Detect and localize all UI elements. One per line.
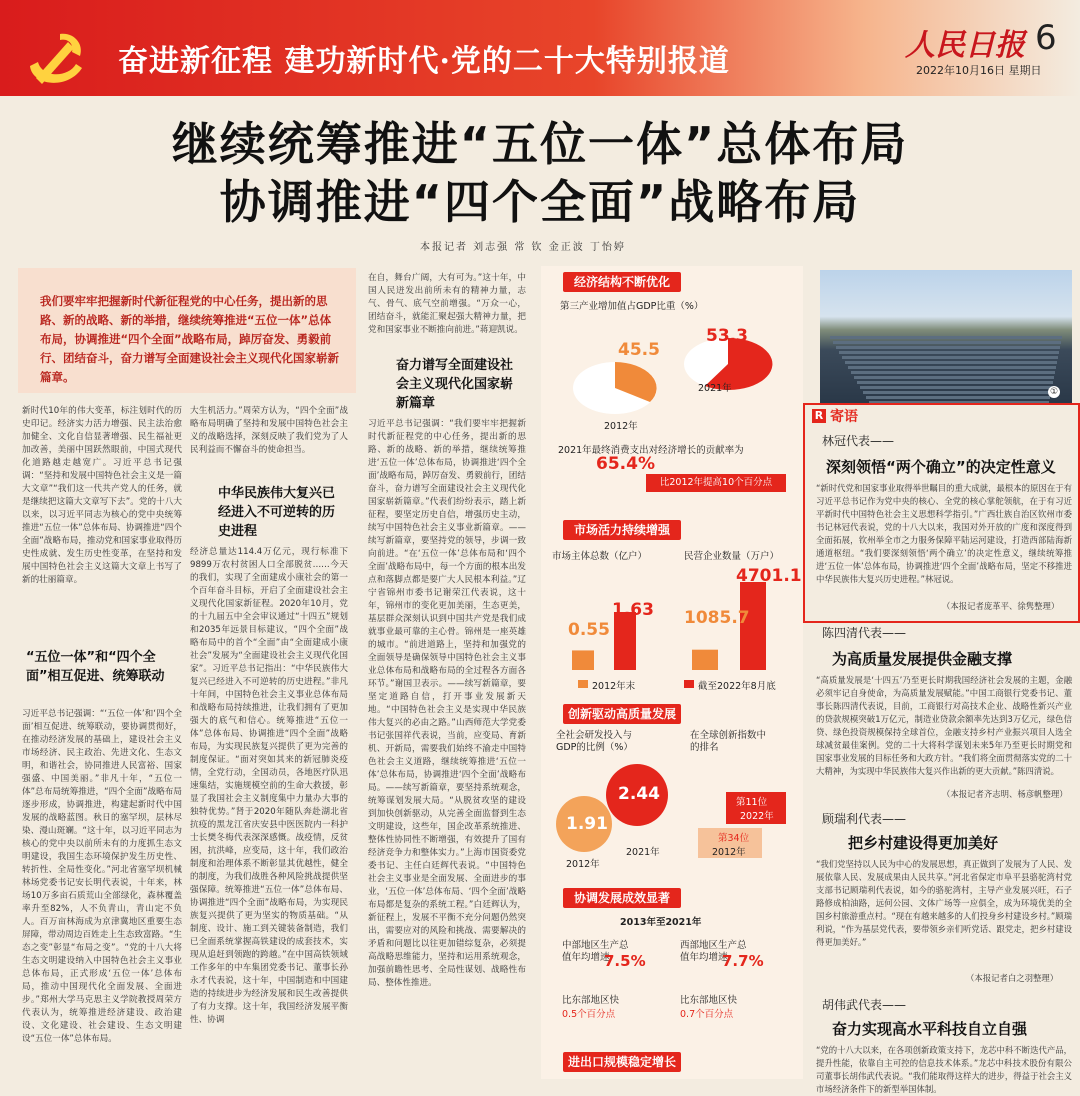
- solar-panel-row: [839, 351, 1059, 354]
- market-right-title: 民营企业数量（万户）: [684, 551, 780, 562]
- section-header-coordination: 协调发展成效显著: [563, 888, 681, 908]
- rep-2-title: 为高质量发展提供金融支撑: [832, 650, 1013, 668]
- solar-panel-row: [857, 381, 1053, 384]
- market-left-now: 1.63: [612, 600, 654, 620]
- legend-2012: 2012年末: [592, 681, 636, 692]
- section-header-economy: 经济结构不断优化: [563, 272, 681, 292]
- legend-now-swatch: [684, 680, 694, 688]
- article-col2-part1: 大生机活力。”周荣方认为，“四个全面”战略布局明确了坚持和发展中国特色社会主义的战略选择，深刻反映了我们党为了人民利益而不懈奋斗的使命担当。: [190, 406, 348, 455]
- market-right-now: 4701.1: [736, 566, 802, 586]
- western-compare-value: 0.7个百分点: [680, 1009, 734, 1020]
- solar-panel-row: [860, 386, 1052, 389]
- photo-index-badge: ①: [1049, 387, 1059, 397]
- consumption-text: 2021年最终消费支出对经济增长的贡献率为: [558, 445, 744, 456]
- central-value: 7.5%: [604, 952, 646, 970]
- section-header-market: 市场活力持续增强: [563, 520, 681, 540]
- rd-2012-year: 2012年: [566, 859, 600, 870]
- central-compare-value: 0.5个百分点: [562, 1009, 616, 1020]
- gdp-chart-title: 第三产业增加值占GDP比重（%）: [560, 301, 704, 312]
- consumption-badge: 比2012年提高10个百分点: [646, 474, 786, 492]
- rep-3-body: “我们党坚持以人民为中心的发展思想，真正做到了发展为了人民、发展依靠人民、发展成果由人民共享。”河北省保定市阜平县骆驼湾村党支部书记顾瑞利代表说，如今的骆驼湾村，主导产业发展兴旺，石子路修成柏油路，远何公园、文体广场等一应俱全，成为环境优美的全国乡村旅游重点村。“现在有越来越多的人们投身乡村建设乡村。”顾瑞利说，“作为基层党代表，要带领乡亲们听党话、跟党走，把乡村建设得更加美好。”: [816, 859, 1072, 947]
- gdp-2012-label: 2012年: [604, 421, 638, 432]
- article-col1-part2: 习近平总书记强调：“‘五位一体’和‘四个全面’相互促进、统筹联动，要协调贯彻好，在推动经济发展的基础上，建设社会主义市场经济、民主政治、先进文化、生态文明，和谐社会，协同推进人民富裕、国家强盛、中国美丽。”非凡十年，“五位一体”总布局统筹推进，“四个全面”战略布局逐步形成，协调推进，构建起新时代中国发展的战略蓝图。秋日的塞罕坝，层林尽染、漫山斑斓。“这十年，以习近平同志为核心的党中央以前所未有的力度抓生态文明建设，我国生态环境保护发生历史性、转折性、全局性变化。”河北省塞罕坝机械林场党委书记安长明代表说，十年来，林场10万多亩石质荒山全部绿化，森林覆盖率升至82%，人不负青山，青山定不负人。百万亩林海成为京津冀地区重要生态屏障，带动周边百姓走上生态致富路。“生态之变”彰显“布局之变”。“党的十八大将生态文明建设纳入中国特色社会主义事业总体布局，正式形成‘五位一体’总体布局，推动中国现代化全面发展、全面进步。”郑州大学马克思主义学院教授周荣方代表认为，统筹推进经济建设、政治建设、文化建设、社会建设、生态文明建设“五位一体”总体布局。: [22, 709, 182, 1044]
- rank-2022-year: 2022年: [740, 811, 774, 822]
- market-left-now-bar: [614, 612, 636, 670]
- article-col1-part1: 新时代10年的伟大变革，标注划时代的历史印记。经济实力活力增强、民主法治愈加健全、文化自信显著增强、民生福祉更加改善，美丽中国跃然眼前，中国式现代化道路越走越宽广。习近平总书记强调：“坚持和发展中国特色社会主义是一篇大文章”“我们这一代共产党人的任务，就是继续把这篇大文章写下去”。党的十八大以来，以习近平同志为核心的党中央统筹推进“五位一体”总体布局、协调推进“四个全面”战略布局，推动党和国家事业取得历史性成就、发生历史性变革，在坚持和发展中国特色社会主义这篇大文章上书写了新的壮丽篇章。: [22, 406, 182, 585]
- rank-2012: 第34位: [718, 833, 750, 844]
- newspaper-masthead: 人民日报: [905, 28, 1025, 63]
- western-label: 西部地区生产总值年均增速: [680, 940, 747, 963]
- byline: 本报记者 刘志强 常 钦 金正波 丁怡婷: [420, 242, 626, 253]
- rd-2021-year: 2021年: [626, 847, 660, 858]
- section-header-trade: 进出口规模稳定增长: [563, 1052, 681, 1072]
- market-right-2012-bar: [692, 650, 718, 670]
- coord-period: 2013年至2021年: [620, 917, 702, 928]
- gdp-2021-label: 2021年: [698, 383, 732, 394]
- solar-panel-row: [836, 346, 1060, 349]
- party-emblem-icon: [22, 28, 90, 88]
- gdp-2012-value: 45.5: [618, 340, 660, 360]
- message-header-mark: R: [812, 409, 826, 423]
- solar-panel-row: [866, 396, 1050, 399]
- headline-line-1: 继续统筹推进“五位一体”总体布局: [171, 117, 909, 171]
- rep-3-note: （本报记者白之羽整理）: [966, 973, 1059, 983]
- rep-2-name: 陈四清代表——: [822, 626, 907, 640]
- solar-panel-row: [851, 371, 1055, 374]
- message-header: 寄语: [830, 409, 858, 425]
- rank-2012-year: 2012年: [712, 847, 746, 858]
- solar-panel-row: [842, 356, 1058, 359]
- market-left-2012: 0.55: [568, 620, 610, 640]
- solar-farm-photo: [820, 270, 1072, 403]
- western-value: 7.7%: [722, 952, 764, 970]
- gdp-2021-value: 53.3: [706, 326, 748, 346]
- rd-2012-value: 1.91: [566, 814, 608, 834]
- central-compare: 比东部地区快: [562, 995, 620, 1006]
- subhead-3: 奋力谱写全面建设社会主义现代化国家崭新篇章: [396, 358, 514, 411]
- rep-2-note: （本报记者齐志明、杨彦帆整理）: [942, 789, 1068, 799]
- rank-2022: 第11位: [736, 797, 768, 808]
- rep-1-title: 深刻领悟“两个确立”的决定性意义: [826, 458, 1056, 476]
- market-left-2012-bar: [572, 650, 594, 670]
- section-header-innovation: 创新驱动高质量发展: [563, 704, 681, 724]
- rep-2-body: “高质量发展是‘十四五’乃至更长时期我国经济社会发展的主题，金融必须牢记自身使命，为高质量发展赋能。”中国工商银行党委书记、董事长陈四清代表说，目前，工商银行对高技术企业、战略性新兴产业的贷款规模突破1万亿元，制造业贷款余额率先达到3万亿元，绿色信贷、绿色投资规模保持全球首位，金融支持乡村产业振兴项目人选全球减贫最佳案例。党的二十大将科学谋划未来5年乃至更长时期党和国家事业发展的目标任务和大政方针。“我们将全面贯彻落实党的二十大精神，为实现中华民族伟大复兴作出新的更大贡献。”陈四清说。: [816, 675, 1072, 776]
- article-col3-part1: 在自，舞台广阔，大有可为。”这十年，中国人民迸发出前所未有的精神力量，志气、骨气、底气空前增强。“万众一心，团结奋斗，就能汇聚起强大精神力量，把党和国家事业不断推向前进。”蒋迎凯说。: [368, 273, 526, 335]
- solar-panel-row: [848, 366, 1056, 369]
- gdp-share-chart: [560, 318, 800, 438]
- rep-4-body: “党的十八大以来，在各项创新政策支持下，龙芯中科不断迭代产品，提升性能，依靠自主可控的信息技术体系。”龙芯中科技术股份有限公司董事长胡伟武代表说。“我们能取得这样大的进步，得益于社会主义市场经济条件下的新型举国体制。: [816, 1045, 1072, 1094]
- rep-3-name: 顾瑞利代表——: [822, 812, 907, 826]
- solar-panel-row: [845, 361, 1057, 364]
- rd-title: 全社会研发投入与GDP的比例（%）: [556, 730, 633, 753]
- rd-2021-value: 2.44: [618, 784, 660, 804]
- subhead-2: 中华民族伟大复兴已经进入不可逆转的历史进程: [218, 486, 336, 539]
- legend-2012-swatch: [578, 680, 588, 688]
- consumption-value: 65.4%: [596, 454, 655, 474]
- western-compare: 比东部地区快: [680, 995, 738, 1006]
- solar-panel-row: [833, 341, 1061, 344]
- legend-now: 截至2022年8月底: [698, 681, 776, 692]
- lead-paragraph: 我们要牢牢把握新时代新征程党的中心任务，提出新的思路、新的战略、新的举措，继续统筹推进“五位一体”总体布局，协调推进“四个全面”战略布局，踔厉奋发、勇毅前行、团结奋斗，奋力谱写全面建设社会主义现代化国家崭新篇章。: [40, 294, 339, 384]
- issue-date: 2022年10月16日 星期日: [916, 64, 1042, 77]
- article-col2-part2: 经济总量达114.4万亿元，现行标准下9899万农村贫困人口全部脱贫……今天的我们，实现了全面建成小康社会的第一个百年奋斗目标，开启了全面建设社会主义现代化国家新征程。2020年10月，党的十九届五中全会审议通过“十四五”规划和2035年远景目标建议，“四个全面”战略布局中的首个“全面”由“全面建成小康社会”发展为“全面建设社会主义现代化国家”。习近平总书记指出：“中华民族伟大复兴已经进入不可逆转的历史进程。”非凡十年间，中国特色社会主义事业总体布局和战略布局持续推进，让我们拥有了更加强大的底气和信心。统筹推进“五位一体”总体布局、协调推进“四个全面”战略布局，为实现民族复兴提供了更为完善的制度保证。“面对突如其来的新冠肺炎疫情，全党行动，全国动员，各地医疗队迅速集结，实施规模空前的生命大救援，彰显了我国社会主义制度集中力量办大事的独特优势。”肾于2020年随队奔赴湖北省抗疫的黑龙江省庆安县中医医院内一科护士长樊冬梅代表深深感慨。战疫情，反贫困，抗洪峰，应变局，这十年，我们政治制度和治理体系不断彰显其优越性，健全的制度，为我们战胜各种风险挑战提供坚强保障。统筹推进“五位一体”总体布局、协调推进“四个全面”战略布局，为实现民族复兴提供了更为坚实的物质基础。“从制度、设计、施工到关键装备制造，我们已全面系统掌握高铁建设的成套技术，实现从追赶到领跑的跨越。”在中国高铁领域工作多年的中车集团党委书记、董事长孙永才代表说，这十年，中国制造和中国建造的持续进步为经济发展和民生改善提供了有力支撑。这十年，我国经济发展平衡性、协调: [190, 547, 348, 1025]
- headline-line-2: 协调推进“四个全面”战略布局: [219, 175, 861, 229]
- market-right-2012: 1085.7: [684, 608, 750, 628]
- rep-1-note: （本报记者庞革平、徐隽整理）: [942, 601, 1060, 611]
- rep-4-title: 奋力实现高水平科技自立自强: [832, 1020, 1028, 1038]
- rep-4-name: 胡伟武代表——: [822, 998, 907, 1012]
- banner-title: 奋进新征程 建功新时代·党的二十大特别报道: [118, 44, 730, 79]
- market-left-title: 市场主体总数（亿户）: [552, 551, 648, 562]
- rep-1-name: 林冠代表——: [822, 434, 895, 448]
- subhead-1: “五位一体”和“四个全面”相互促进、统筹联动: [26, 650, 165, 684]
- page-number: 6: [1035, 18, 1057, 58]
- rank-title: 在全球创新指数中的排名: [690, 730, 767, 753]
- article-col3-part2: 习近平总书记强调：“我们要牢牢把握新时代新征程党的中心任务，提出新的思路、新的战略、新的举措，继续统筹推进‘五位一体’总体布局，协调推进‘四个全面’战略布局，踔厉奋发、勇毅前行，团结奋斗，奋力谱写全面建设社会主义现代化国家崭新篇章。”代表们纷纷表示，踏上新征程，要坚定历史自信，增强历史主动，续写中国特色社会主义事业新篇章。——续写新篇章，要坚持党的领导，步调一致向前进。“在‘五位一体’总体布局和‘四个全面’战略布局中，每一个方面的根本出发点和落脚点都是要广大人民根本利益。”辽宁省锦州市委书记谢荣江代表说，这十年，锦州市的变化更加美丽，生态更美，基层群众深刻认识到中国共产党是我们成就事业最可靠的主心骨。锦州是一座英雄的城市。“前进道路上，坚持和加强党的全面领导是确保领导中国特色社会主义事业总体布局和战略布局的全过程各方面各环节。”谢国卫表示。——续写新篇章，要坚定道路自信，打开事业发展新天地。“中国特色社会主义是实现中华民族伟大复兴的必由之路。”山西师范大学党委书记张国祥代表说，当前，应变局、育新机、开新局，需要我们始终不渝走中国特色社会主义道路，继续统筹推进‘五位一体’总体布局，协调推进‘四个全面’战略布局。——续写新篇章，要坚持系统观念，统筹谋划发展大局。“从脱贫攻坚的建设到加快创新驱动，从完善全面监督到生态文明建设，这些年，国企改革系统推进、整体性协同性不断增强，有效提升了国有经济竞争力和整体实力。”上海市国资委党委书记、主任白廷辉代表说。“中国特色社会主义事业是全面发展、全面进步的事业，‘五位一体’总体布局、‘四个全面’战略布局都是复杂的系统工程。”白廷辉认为，新征程上，发展不平衡不充分问题仍然突出，需要应对的风险和挑战、需要解决的矛盾和问题比以往更加错综复杂，必须提高战略思维能力，坚持和运用系统观念，加强前瞻性思考、全局性谋划、战略性布局、整体性推进。: [368, 419, 526, 988]
- solar-panel-row: [830, 336, 1062, 339]
- rep-3-title: 把乡村建设得更加美好: [848, 834, 999, 852]
- central-label: 中部地区生产总值年均增速: [562, 940, 629, 963]
- solar-panel-row: [854, 376, 1054, 379]
- solar-panel-row: [863, 391, 1051, 394]
- rep-1-body: “新时代党和国家事业取得举世瞩目的重大成就，最根本的原因在于有习近平总书记作为党中央的核心、全党的核心掌舵领航，在于有习近平新时代中国特色社会主义思想科学指引。”广西壮族自治区钦州市委书记林冠代表说，党的十八大以来，我国对外开放的广度和深度得到全面拓展，钦州举全市之力服务保障平陆运河建设，打造西部陆海新通道枢纽。“我们要深刻领悟‘两个确立’的决定性意义，继续统筹推进‘五位一体’总体布局，协调推进‘四个全面’战略布局，坚定不移推进中华民族伟大复兴历史进程。”林冠说。: [816, 483, 1072, 584]
